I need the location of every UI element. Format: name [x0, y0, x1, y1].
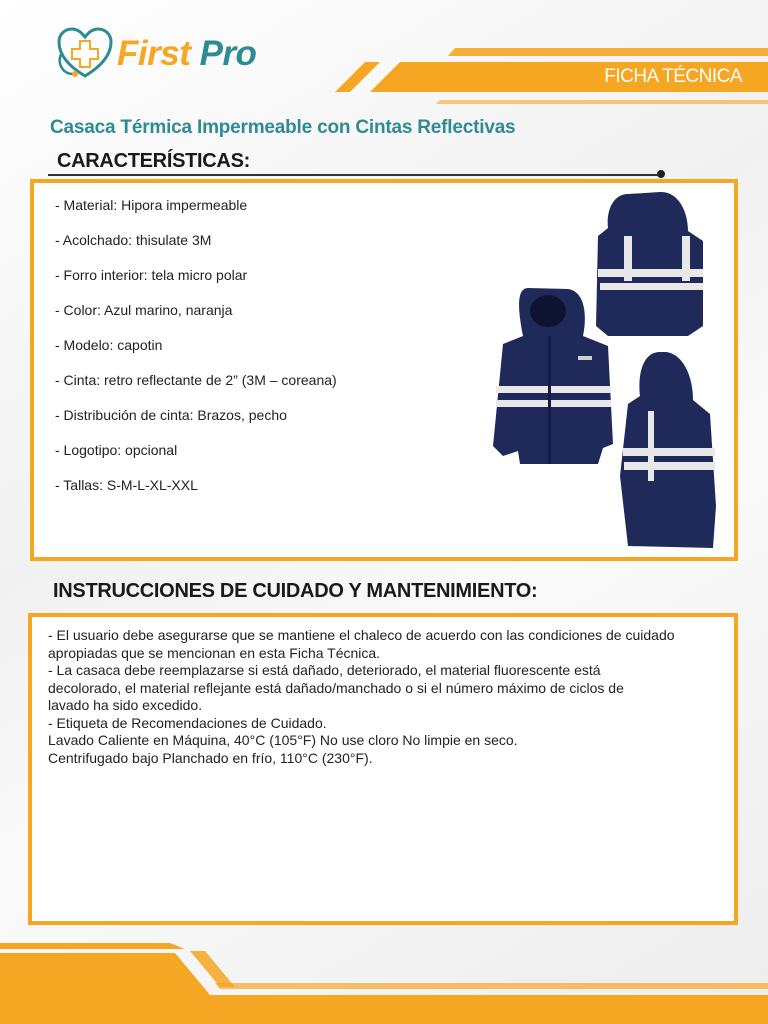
characteristics-list — [55, 196, 337, 511]
care-line: - El usuario debe asegurarse que se mantiene el chaleco de acuerdo con las condiciones de cuidado — [48, 627, 675, 643]
list-item: - Modelo: capotin — [55, 337, 163, 353]
list-item: - Logotipo: opcional — [55, 442, 178, 458]
brand-name-part1: First — [117, 34, 191, 73]
care-line: - Etiqueta de Recomendaciones de Cuidado. — [48, 714, 327, 731]
list-item: - Material: Hipora impermeable — [55, 197, 248, 213]
document-title: Casaca Térmica Impermeable con Cintas Reflectivas — [50, 117, 516, 138]
characteristics-heading: CARACTERÍSTICAS: — [57, 150, 250, 172]
care-line: apropiadas que se mencionan en esta Ficha Técnica. — [48, 644, 381, 661]
brand-name — [117, 34, 256, 74]
heading-divider — [48, 174, 660, 176]
jacket-back-view — [596, 192, 703, 336]
jacket-front-view — [493, 288, 613, 464]
footer-stripe-band — [0, 935, 768, 1024]
care-line: Lavado Caliente en Máquina, 40°C (105°F) No use cloro No limpie en seco. — [48, 732, 518, 748]
care-line: Centrifugado bajo Planchado en frío, 110°C (230°F). — [48, 749, 373, 766]
list-item: - Forro interior: tela micro polar — [55, 267, 248, 283]
care-heading: INSTRUCCIONES DE CUIDADO Y MANTENIMIENTO: — [53, 580, 538, 602]
jacket-product-image — [488, 186, 718, 556]
list-item: - Acolchado: thisulate 3M — [55, 232, 212, 248]
care-line: lavado ha sido excedido. — [48, 697, 203, 713]
care-line: - La casaca debe reemplazarse si está dañado, deteriorado, el material fluorescente está — [48, 662, 601, 678]
list-item: - Color: Azul marino, naranja — [55, 302, 233, 318]
list-item: - Cinta: retro reflectante de 2” (3M – coreana) — [55, 372, 337, 388]
brand-name-part2: Pro — [199, 34, 257, 73]
divider-dot — [657, 170, 665, 178]
care-instructions — [48, 627, 708, 767]
header-label: FICHA TÉCNICA — [604, 66, 742, 87]
care-line: decolorado, el material reflejante está dañado/manchado o si el número máximo de ciclos de — [48, 679, 624, 696]
list-item: - Distribución de cinta: Brazos, pecho — [55, 407, 287, 423]
jacket-side-view — [620, 352, 716, 548]
list-item: - Tallas: S-M-L-XL-XXL — [55, 477, 198, 493]
